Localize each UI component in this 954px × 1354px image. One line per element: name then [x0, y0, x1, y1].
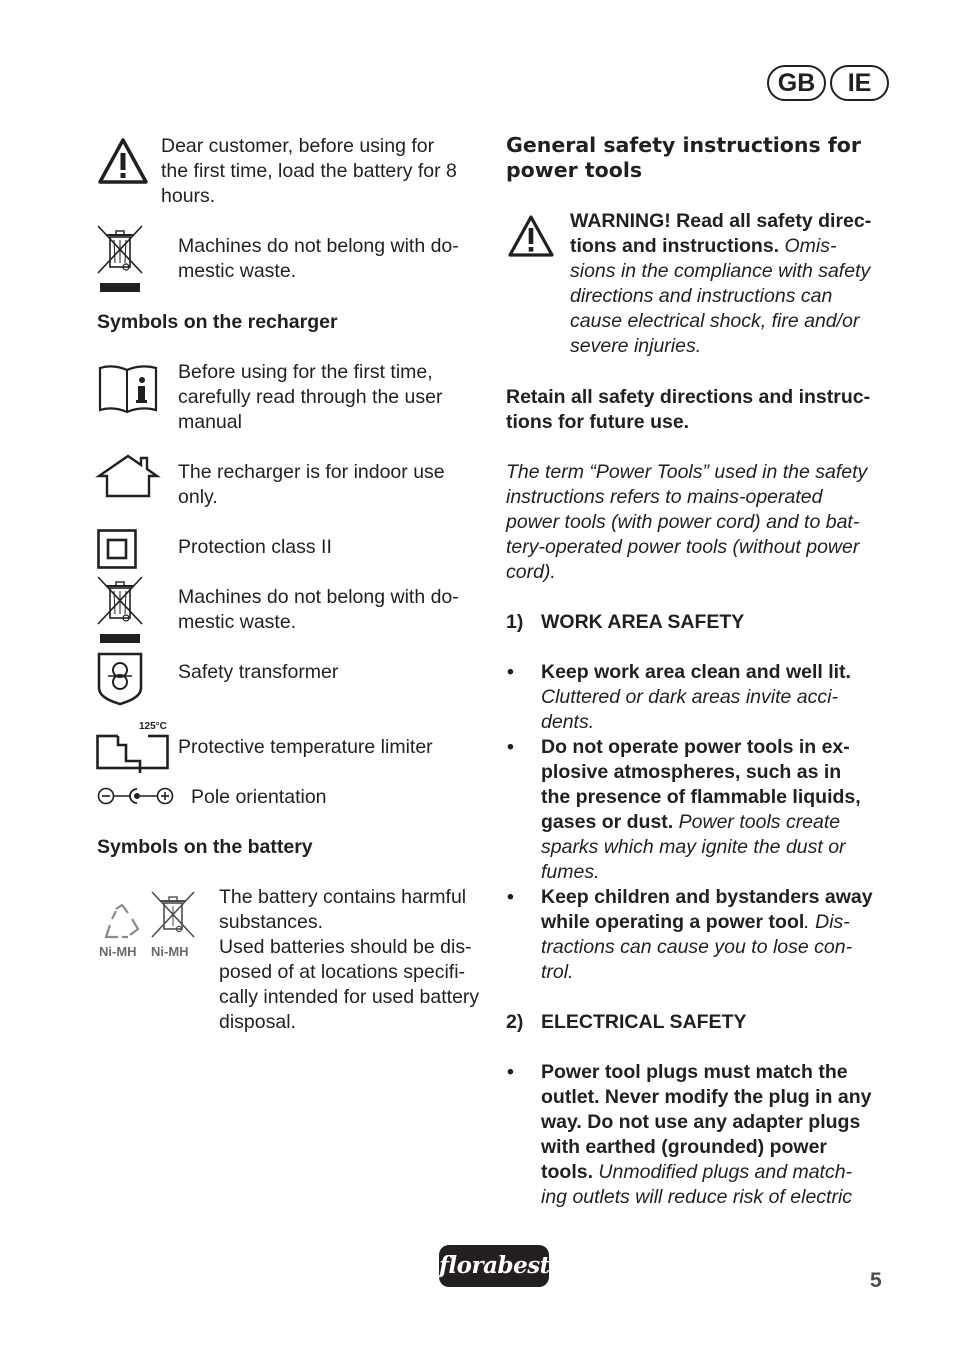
safety-transformer-icon	[97, 652, 143, 706]
crossed-bin-icon	[150, 891, 196, 943]
pole-orientation-icon	[97, 786, 175, 806]
section-1-number: 1)	[506, 611, 524, 633]
section-heading: General safety instructions for power tools	[506, 133, 861, 182]
waste-text-2: Machines do not belong with do- mestic waste.	[178, 586, 459, 633]
lang-badge-gb: GB	[767, 65, 826, 101]
crossed-bin-icon	[96, 225, 144, 293]
temperature-label: 125°C	[139, 721, 167, 732]
bullet-marker: •	[507, 886, 514, 908]
protection-class-icon	[97, 529, 137, 569]
battery-heading: Symbols on the battery	[97, 836, 313, 858]
warning-triangle-icon	[97, 137, 149, 185]
intro-text: Dear customer, before using for the first time, load the battery for 8 hours.	[161, 135, 457, 207]
bullet-item-3: Keep children and bystanders away while operating a power tool. Dis- tractions can cause you to lose con- trol.	[541, 886, 873, 983]
bullet-item-2: Do not operate power tools in ex- plosive atmospheres, such as in the presence of flammable liquids, gases or dust. Power tools create sparks which may ignite the dust or fumes.	[541, 736, 861, 883]
nimh-label-2: Ni-MH	[151, 944, 189, 959]
bullet-marker: •	[507, 736, 514, 758]
read-manual-icon	[98, 364, 158, 414]
battery-text: The battery contains harmful substances. Used batteries should be dis- posed of at locations specifi- cally intended for used battery disposal.	[219, 886, 480, 1033]
recycling-icon	[100, 903, 144, 943]
manual-text: Before using for the first time, carefully read through the user manual	[178, 361, 443, 433]
bullet-marker: •	[507, 661, 514, 683]
temperature-limiter-icon	[96, 733, 170, 773]
bullet-item-1: Keep work area clean and well lit. Cluttered or dark areas invite acci- dents.	[541, 661, 851, 733]
section-1-title: WORK AREA SAFETY	[541, 611, 745, 633]
section-2-number: 2)	[506, 1011, 524, 1033]
recharger-heading: Symbols on the recharger	[97, 311, 338, 333]
term-definition-text: The term “Power Tools” used in the safety instructions refers to mains-operated power tools (with power cord) and to bat- tery-operated power tools (without power cord).	[506, 461, 868, 583]
warning-text: WARNING! Read all safety direc- tions and instructions. Omis- sions in the compliance with safety directions and instructions can cause electrical shock, fire and/or severe injuries.	[570, 210, 872, 357]
section-2-title: ELECTRICAL SAFETY	[541, 1011, 747, 1033]
florabest-logo: florabest	[439, 1245, 549, 1287]
pole-orientation-text: Pole orientation	[191, 786, 327, 808]
retain-text: Retain all safety directions and instruc- tions for future use.	[506, 386, 871, 433]
warning-triangle-icon	[507, 214, 555, 258]
nimh-label-1: Ni-MH	[99, 944, 137, 959]
temp-limiter-text: Protective temperature limiter	[178, 736, 433, 758]
bullet-marker: •	[507, 1061, 514, 1083]
protection-class-text: Protection class II	[178, 536, 332, 558]
bullet-item-4: Power tool plugs must match the outlet. Never modify the plug in any way. Do not use any adapter plugs with earthed (grounded) power tools. Unmodified plugs and match- ing outlets will reduce risk of electric	[541, 1061, 872, 1208]
waste-text: Machines do not belong with do- mestic waste.	[178, 235, 459, 282]
lang-badge-ie: IE	[830, 65, 889, 101]
safety-transformer-text: Safety transformer	[178, 661, 339, 683]
indoor-house-icon	[97, 454, 159, 498]
page-number: 5	[870, 1269, 882, 1292]
indoor-text: The recharger is for indoor use only.	[178, 461, 445, 508]
crossed-bin-icon	[96, 576, 144, 644]
